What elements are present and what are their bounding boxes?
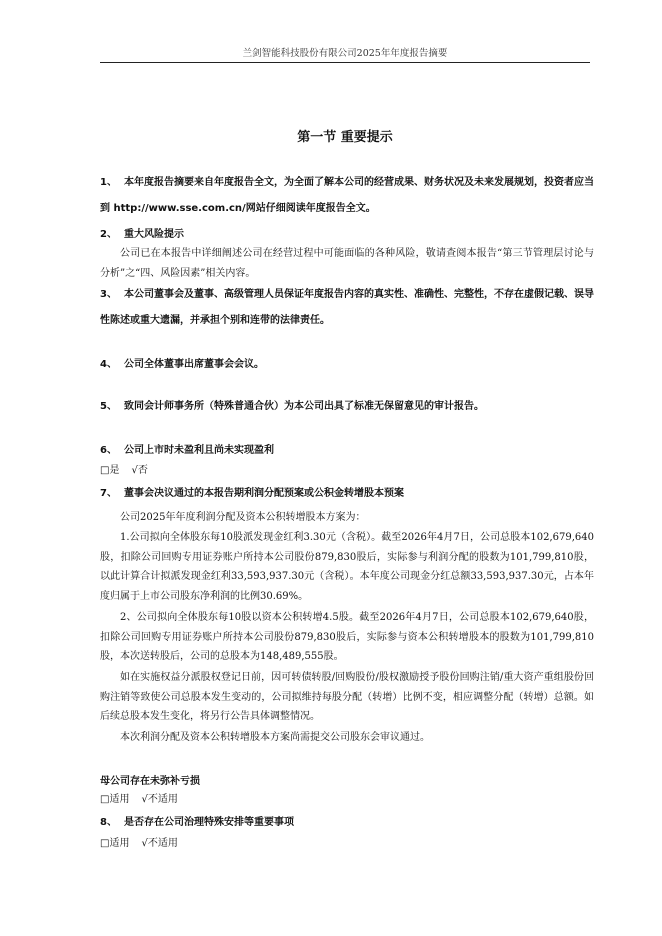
option-applicable: □适用 — [100, 838, 130, 849]
item-8 — [100, 810, 594, 836]
distribution-intro: 公司2025年年度利润分配及资本公积转增股本方案为： — [120, 512, 366, 523]
distribution-cash-dividend: 1.公司拟向全体股东每10股派发现金红利3.30元（含税）。截至2026年4月7日，公司总股本102,679,640股，扣除公司回购专用证券账户所持本公司股份879,830股后，实际参与利润分配的股数为101,799,810股，以此计算合计拟派发现金红利33,593,937.30元（含税）。本年度公司现金分红总额33,593,937.30元，占本年度归属于上市公司股东净利润的比例30.69%。 — [100, 532, 594, 602]
deficit-title: 母公司存在未弥补亏损 — [100, 776, 200, 787]
distribution-approval: 本次利润分配及资本公积转增股本方案尚需提交公司股东会审议通过。 — [120, 732, 430, 743]
item-text: 公司全体董事出席董事会会议。 — [124, 359, 264, 370]
option-applicable: □适用 — [100, 794, 130, 805]
option-yes: □是 — [100, 465, 120, 476]
option-not-applicable: √不适用 — [141, 794, 178, 805]
item-number: 8、 — [100, 817, 117, 828]
item-number: 1、 — [100, 177, 117, 188]
item-8-options — [100, 835, 594, 853]
item-text: 是否存在公司治理特殊安排等重要事项 — [124, 817, 294, 828]
item-text: 致同会计师事务所（特殊普通合伙）为本公司出具了标准无保留意见的审计报告。 — [124, 401, 484, 412]
item-7 — [100, 481, 594, 507]
section-title: 第一节 重要提示 — [297, 130, 393, 145]
item-text: 董事会决议通过的本报告期利润分配预案或公积金转增股本预案 — [124, 488, 404, 499]
distribution-share-conversion: 2、公司拟向全体股东每10股以资本公积转增4.5股。截至2026年4月7日，公司总股本102,679,640股，扣除公司回购专用证券账户所持本公司股份879,830股后，实际参与资本公积转增股本的股数为101,799,810股，本次送转股后，公司的总股本为148,489,555股。 — [100, 612, 594, 662]
item-text: 公司上市时未盈利且尚未实现盈利 — [124, 445, 274, 456]
option-no: √否 — [131, 465, 148, 476]
option-not-applicable: √不适用 — [141, 838, 178, 849]
item-1 — [100, 170, 594, 222]
item-text: 本公司董事会及董事、高级管理人员保证年度报告内容的真实性、准确性、完整性，不存在虚假记载、误导性陈述或重大遗漏，并承担个别和连带的法律责任。 — [100, 289, 594, 326]
item-text: 本年度报告摘要来自年度报告全文，为全面了解本公司的经营成果、财务状况及未来发展规划，投资者应当到 http://www.sse.com.cn/网站仔细阅读年度报告全文。 — [100, 177, 594, 214]
item-number: 5、 — [100, 401, 117, 412]
item-number: 3、 — [100, 289, 117, 300]
item-5 — [100, 394, 594, 420]
header-rule — [100, 62, 590, 63]
item-3 — [100, 282, 594, 334]
item-number: 6、 — [100, 445, 117, 456]
deficit-options — [100, 791, 594, 809]
item-number: 2、 — [100, 229, 117, 240]
risk-paragraph: 公司已在本报告中详细阐述公司在经营过程中可能面临的各种风险，敬请查阅本报告“第三节管理层讨论与分析”之“四、风险因素”相关内容。 — [100, 248, 594, 279]
item-number: 4、 — [100, 359, 117, 370]
item-text: 重大风险提示 — [124, 229, 184, 240]
item-4 — [100, 352, 594, 378]
distribution-adjustment: 如在实施权益分派股权登记日前，因可转债转股/回购股份/股权激励授予股份回购注销/重大资产重组股份回购注销等致使公司总股本发生变动的，公司拟维持每股分配（转增）比例不变，相应调整分配（转增）总额。如后续总股本发生变化，将另行公告具体调整情况。 — [100, 672, 594, 722]
item-6-options — [100, 462, 594, 480]
running-header: 兰剑智能科技股份有限公司2025年年度报告摘要 — [242, 48, 448, 59]
item-number: 7、 — [100, 488, 117, 499]
item-6 — [100, 438, 594, 464]
